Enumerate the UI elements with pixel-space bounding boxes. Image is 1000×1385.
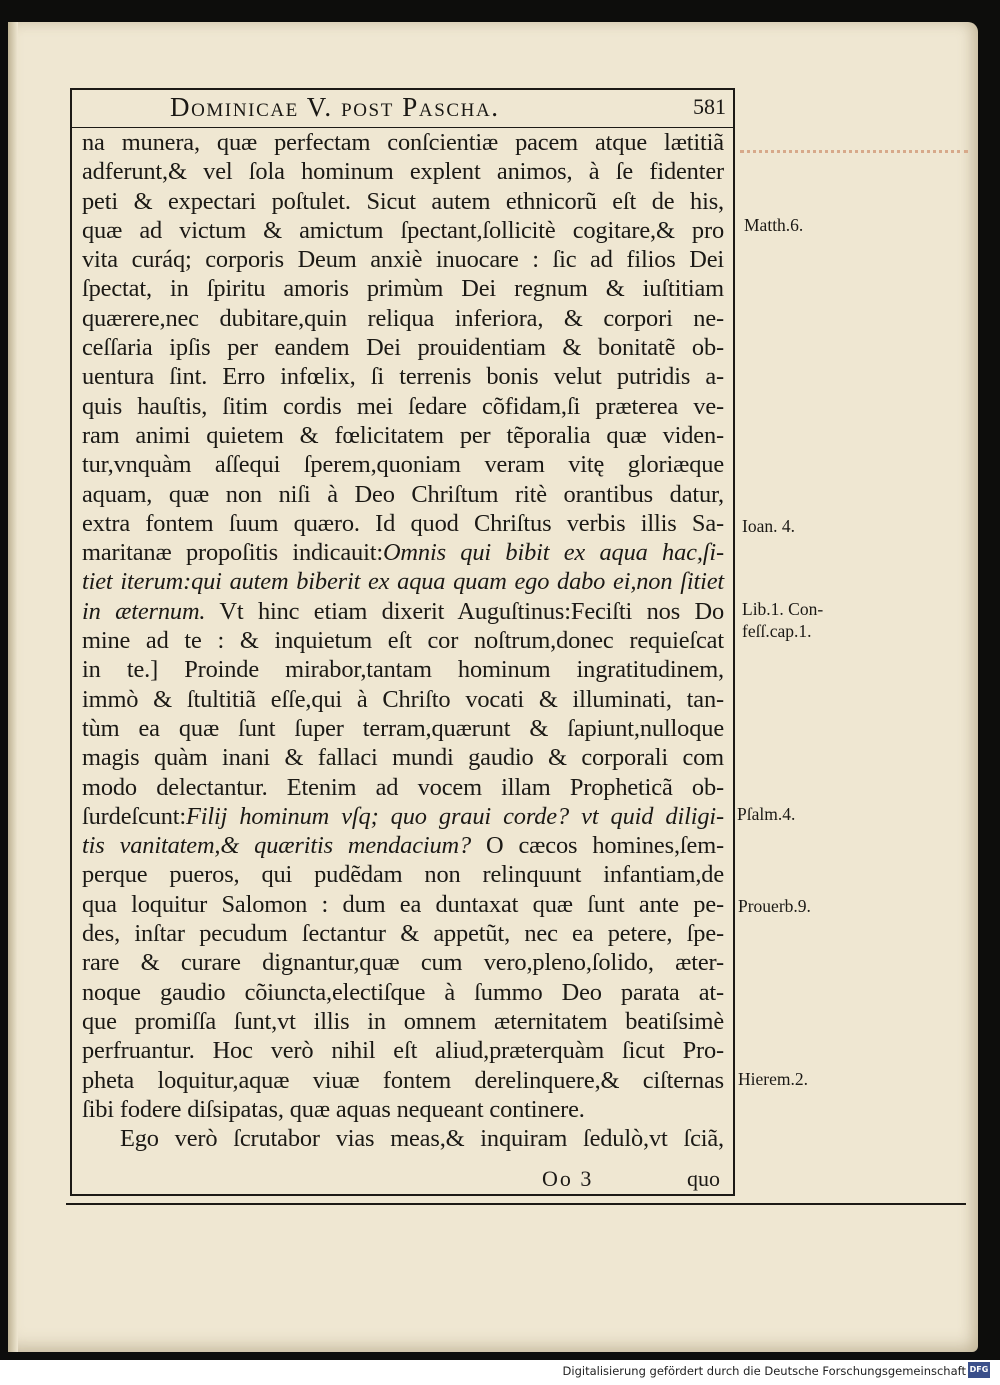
page-footer (82, 1166, 724, 1196)
running-head (72, 92, 732, 126)
text-line (82, 831, 724, 860)
dfg-logo: DFG (968, 1362, 990, 1378)
text-line (82, 187, 724, 216)
page-gutter (8, 22, 18, 1352)
italic-quotation: tiet iterum:qui autem biberit ex aqua quam ego dabo ei,non ſitiet (82, 568, 724, 596)
text-line (82, 1066, 724, 1095)
text-line (82, 333, 724, 362)
text-line (82, 626, 724, 655)
roman-text: rare & curare dignantur,quæ cum vero,pleno,ſolido, æter- (82, 949, 724, 977)
italic-quotation: tis vanitatem,& quæritis mendacium? (82, 832, 472, 860)
margin-note: Prouerb.9. (738, 896, 811, 916)
roman-text: mine ad te : & inquietum eſt cor noſtrum,donec requieſcat (82, 627, 724, 655)
text-line (82, 538, 724, 567)
left-frame-line (70, 88, 72, 1196)
roman-text: pheta loquitur,aquæ viuæ fontem derelinquere,& ciſternas (82, 1066, 724, 1094)
top-rule (70, 88, 734, 90)
roman-text: na munera, quæ perfectam conſcientiæ pacem atque lætitiã (82, 129, 724, 156)
roman-text: immò & ſtultitiã eſſe,qui à Chriſto vocati & illuminati, tan- (82, 685, 724, 713)
text-line (82, 509, 724, 538)
roman-text: ſurdeſcunt: (82, 802, 187, 830)
text-line (82, 274, 724, 303)
text-line (82, 890, 724, 919)
roman-text: in te.] Proinde mirabor,tantam hominum ingratitudinem, (82, 656, 724, 684)
text-line (82, 714, 724, 743)
digitization-credit: Digitalisierung gefördert durch die Deutsche Forschungsgemeinschaft (562, 1364, 966, 1378)
roman-text: quis hauſtis, ſitim cordis mei ſedare cõfidam,ſi præterea ve- (82, 392, 724, 420)
text-line (82, 802, 724, 831)
margin-note: Hierem.2. (738, 1069, 808, 1089)
text-line (82, 919, 724, 948)
text-line (82, 685, 724, 714)
roman-text: maritanæ propoſitis indicauit: (82, 539, 383, 567)
roman-text: Ego verò ſcrutabor vias meas,& inquiram ſedulò,vt ſciã, (120, 1125, 724, 1153)
roman-text: extra fontem ſuum quæro. Id quod Chriſtus verbis illis Sa- (82, 509, 724, 537)
roman-text: perfruantur. Hoc verò nihil eſt aliud,præterquàm ſicut Pro- (82, 1037, 724, 1065)
roman-text: magis quàm inani & fallaci mundi gaudio & corporali com (82, 744, 724, 772)
margin-note: Matth.6. (744, 215, 804, 235)
catchword: quo (687, 1166, 720, 1191)
dotted-margin-line (740, 150, 968, 153)
roman-text: modo delectantur. Etenim ad vocem illam Propheticã ob- (82, 773, 724, 801)
main-text-block (82, 128, 724, 1153)
roman-text: perque pueros, qui pudẽdam non relinquunt infantiam,de (82, 861, 724, 889)
text-line (82, 1124, 724, 1153)
margin-note: Pſalm.4. (737, 804, 796, 824)
roman-text: Vt hinc etiam dixerit Auguſtinus:Feciſti nos Do (219, 597, 725, 625)
roman-text: uentura ſint. Erro infœlix, ſi terrenis bonis velut putridis a- (82, 363, 724, 391)
text-line (82, 948, 724, 977)
roman-text: que promiſſa ſunt,vt illis in omnem æternitatem beatiſsimè (82, 1007, 724, 1035)
text-line (82, 1036, 724, 1065)
margin-note: Lib.1. Con- (742, 599, 824, 619)
text-line (82, 860, 724, 889)
roman-text: O cæcos homines,ſem- (486, 832, 724, 860)
text-line (82, 597, 724, 626)
roman-text: qua loquitur Salomon : dum ea duntaxat quæ ſunt ante pe- (82, 890, 724, 918)
text-line (82, 655, 724, 684)
text-line (82, 978, 724, 1007)
signature-mark: Oo 3 (542, 1166, 594, 1191)
text-line (82, 392, 724, 421)
roman-text: quærere,nec dubitare,quin reliqua inferiora, & corpori ne- (82, 304, 724, 332)
text-line (82, 773, 724, 802)
text-line (82, 216, 724, 245)
roman-text: adferunt,& vel ſola hominum explent animos, à ſe fidenter (82, 158, 724, 186)
roman-text: des, inſtar pecudum ſectantur & appetũt, nec ea petere, ſpe- (82, 920, 724, 948)
text-line (82, 157, 724, 186)
text-line (82, 362, 724, 391)
text-line (82, 567, 724, 596)
margin-note: feſſ.cap.1. (742, 621, 812, 641)
roman-text: ram animi quietem & fœlicitatem per tẽporalia quæ viden- (82, 421, 724, 449)
page-bottom-rule (66, 1203, 966, 1205)
roman-text: peti & expectari poſtulet. Sicut autem ethnicorũ eſt de his, (82, 187, 724, 215)
text-line (82, 304, 724, 333)
right-frame-line (733, 88, 735, 1196)
roman-text: quæ ad victum & amictum ſpectant,ſollicitè cogitare,& pro (82, 216, 724, 244)
text-line (82, 743, 724, 772)
text-line (82, 1095, 724, 1124)
italic-quotation: Omnis qui bibit ex aqua hac,ſi- (382, 539, 724, 567)
text-line (82, 450, 724, 479)
page-number: 581 (693, 94, 726, 119)
italic-quotation: Filij hominum vſq; quo graui corde? vt quid diligi- (186, 802, 724, 830)
running-title: Dominicae V. post Pascha. (170, 92, 500, 122)
roman-text: ceſſaria ipſis per eandem Dei prouidentiam & bonitatẽ ob- (82, 334, 724, 362)
text-line (82, 1007, 724, 1036)
text-line (82, 128, 724, 157)
text-line (82, 245, 724, 274)
roman-text: tur,vnquàm aſſequi ſperem,quoniam veram vitę gloriæque (82, 451, 724, 479)
roman-text: vita curáq; corporis Deum anxiè inuocare : ſic ad filios Dei (82, 246, 724, 274)
roman-text: ſibi fodere diſsipatas, quæ aquas nequeant continere. (82, 1095, 585, 1123)
italic-quotation: in æternum. (82, 597, 206, 625)
roman-text: aquam, quæ non niſi à Deo Chriſtum ritè orantibus datur, (82, 480, 724, 508)
margin-note: Ioan. 4. (742, 516, 795, 536)
text-line (82, 480, 724, 509)
roman-text: ſpectat, in ſpiritu amoris primùm Dei regnum & iuſtitiam (82, 275, 724, 303)
roman-text: tùm ea quæ ſunt ſuper terram,quærunt & ſapiunt,nulloque (82, 714, 724, 742)
text-line (82, 421, 724, 450)
roman-text: noque gaudio cõiuncta,electiſque à ſummo Deo parata at- (82, 978, 724, 1006)
